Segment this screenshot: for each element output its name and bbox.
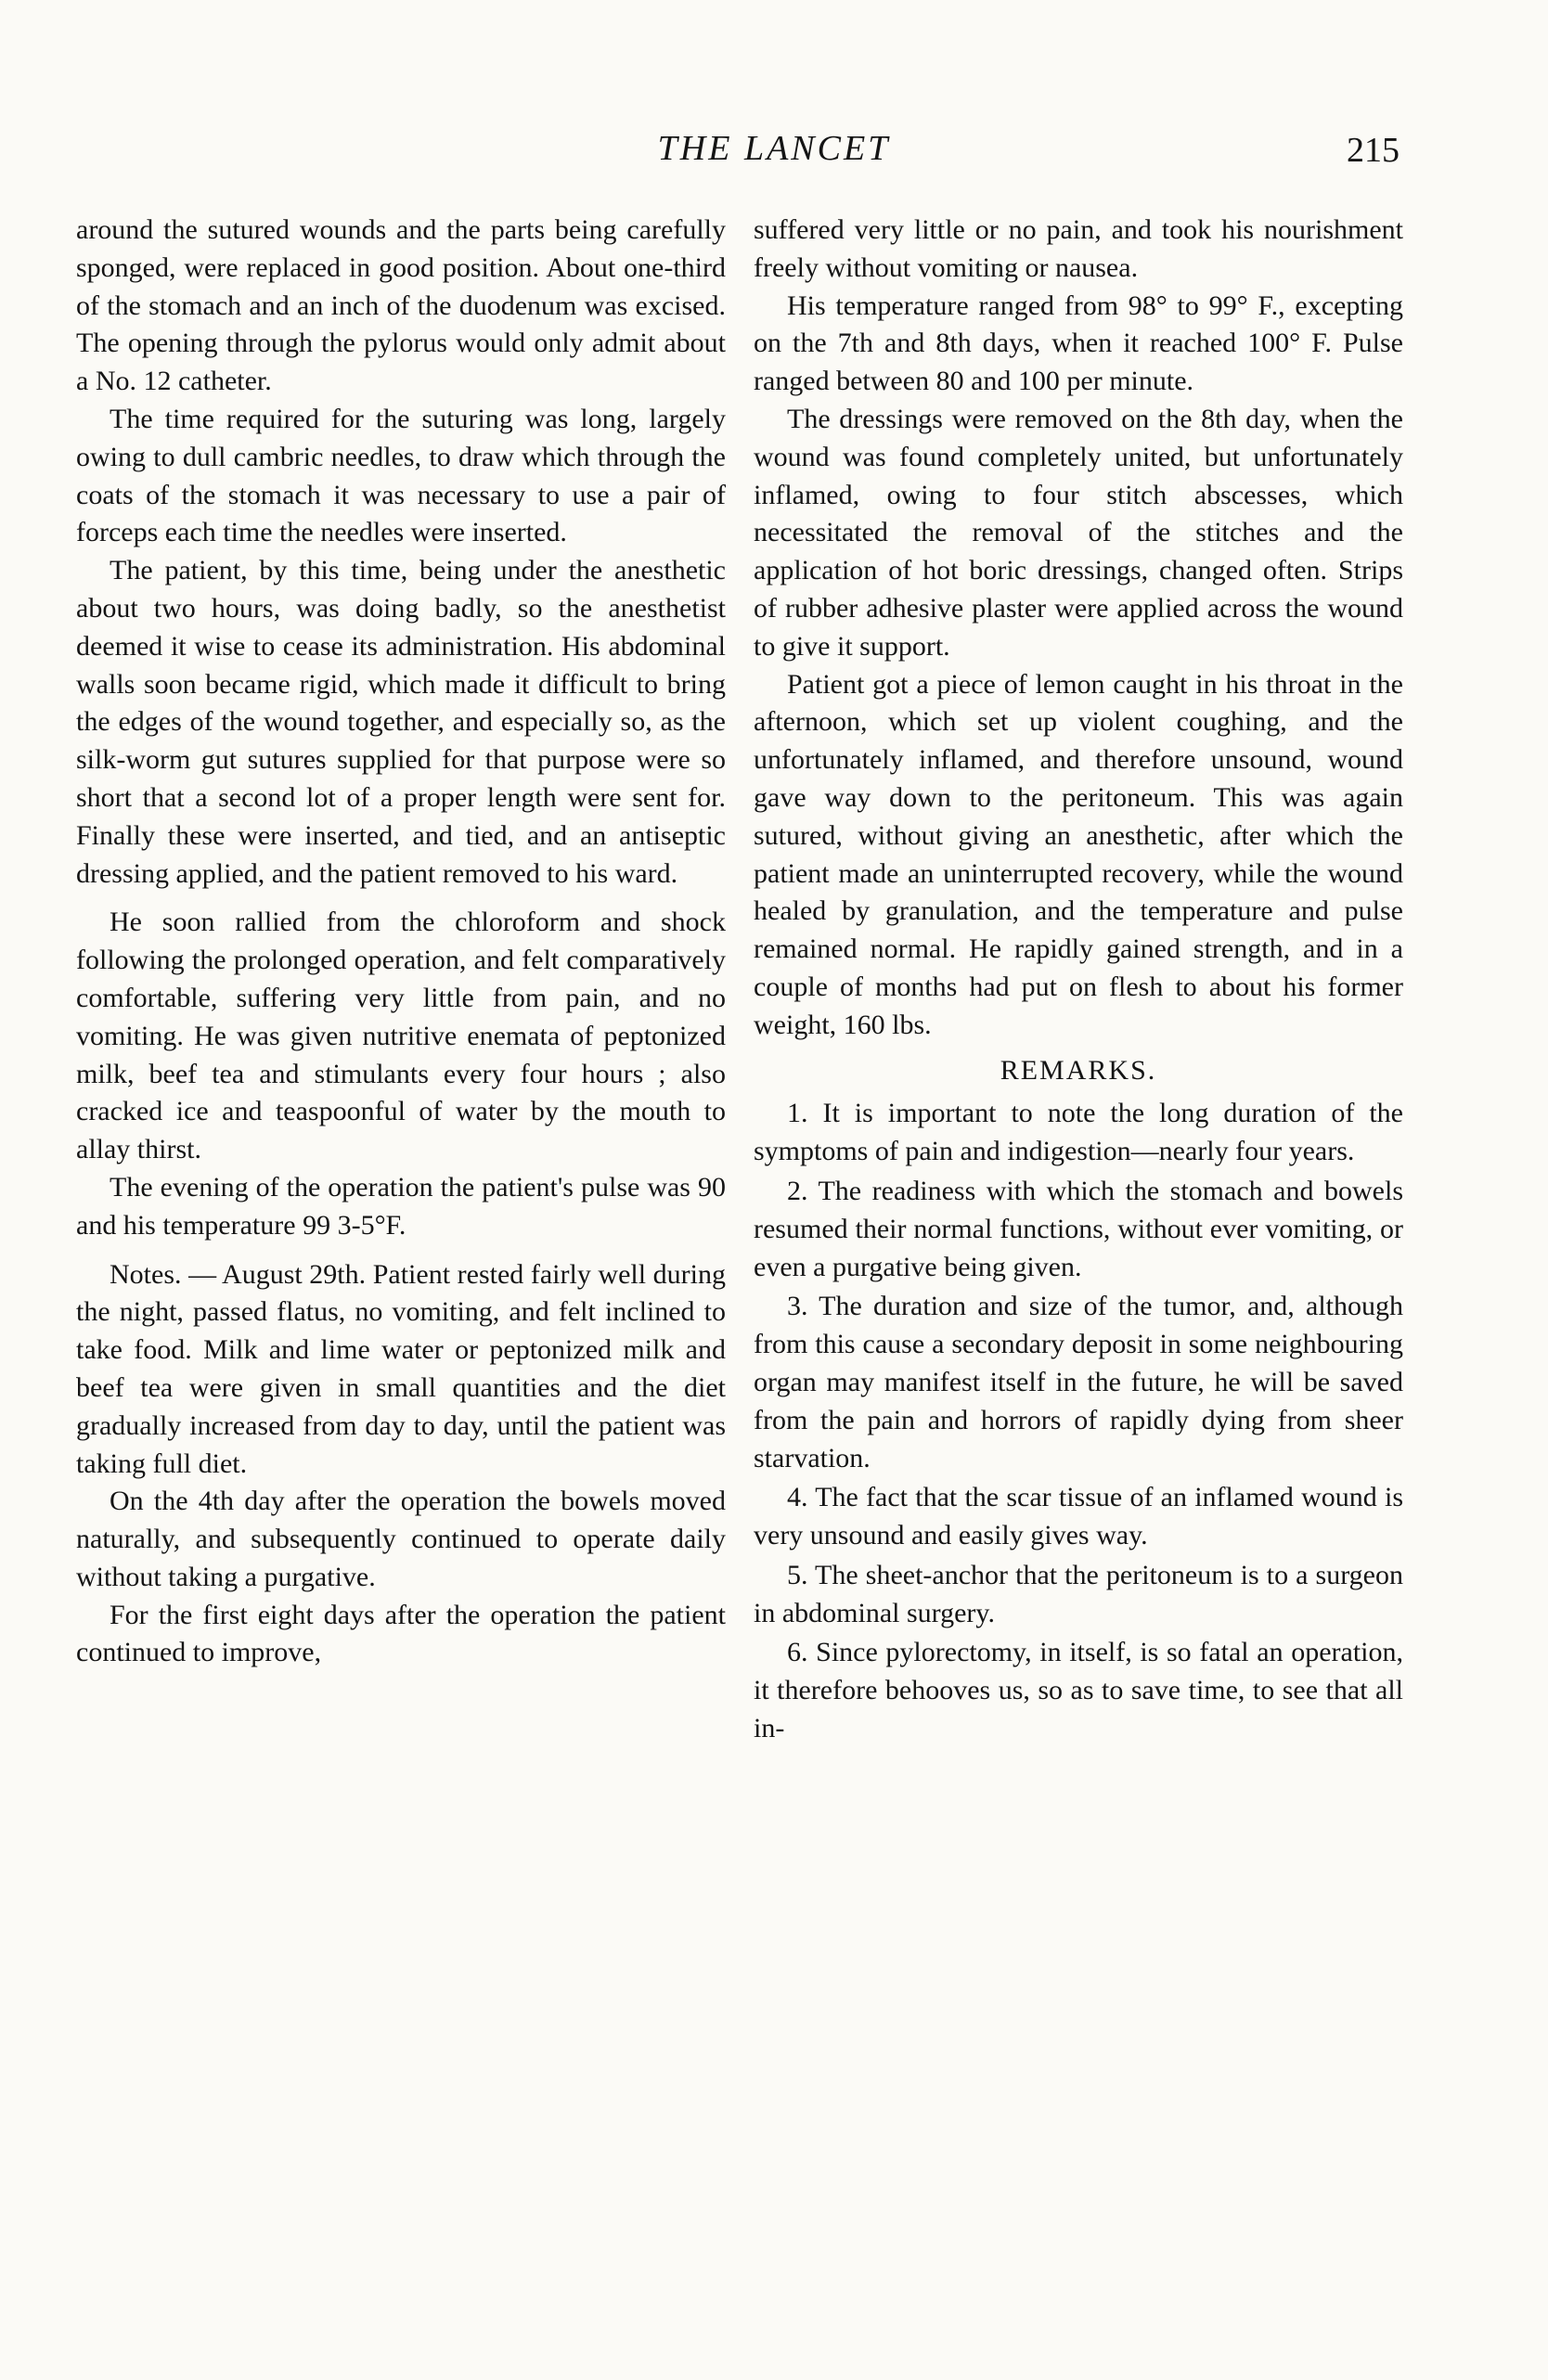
remark-item: 4. The fact that the scar tissue of an inflamed wound is very unsound and easily gives way.	[754, 1482, 1403, 1551]
paragraph: The patient, by this time, being under the anesthetic about two hours, was doing badly, so the anesthetist deemed it wise to cease its administration. His abdominal walls soon became rigid, which made it difficult to bring the edges of the wound together, and especially so, as the silk-worm gut sutures supplied for that purpose were so short that a second lot of a proper length were sent for. Finally these were inserted, and tied, and an antiseptic dressing applied, and the patient removed to his ward.	[76, 555, 726, 889]
page-number: 215	[1347, 131, 1400, 170]
paragraph: suffered very little or no pain, and took his nourishment freely without vomiting or nausea.	[754, 214, 1403, 283]
paragraph: For the first eight days after the operation the patient continued to improve,	[76, 1599, 726, 1668]
paragraph: On the 4th day after the operation the bowels moved naturally, and subsequently continued to operate daily without taking a purgative.	[76, 1486, 726, 1592]
remark-item: 2. The readiness with which the stomach and bowels resumed their normal functions, without ever vomiting, or even a purgative being given.	[754, 1175, 1403, 1282]
paragraph: The time required for the suturing was long, largely owing to dull cambric needles, to draw which through the coats of the stomach it was necessary to use a pair of forceps each time the needles were inserted.	[76, 403, 726, 548]
paragraph: Patient got a piece of lemon caught in his throat in the afternoon, which set up violent coughing, and the unfortunately inflamed, and therefore unsound, wound gave way down to the peritoneum. This was again sutured, without giving an anesthetic, after which the patient made an uninterrupted recovery, while the wound healed by granulation, and the temperature and pulse remained normal. He rapidly gained strength, and in a couple of months had put on flesh to about his former weight, 160 lbs.	[754, 668, 1403, 1040]
right-column	[754, 212, 1403, 1748]
paragraph: Notes. — August 29th. Patient rested fairly well during the night, passed flatus, no vomiting, and felt inclined to take food. Milk and lime water or peptonized milk and beef tea were given in small quantities and the diet gradually increased from day to day, until the patient was taking full diet.	[76, 1258, 726, 1479]
paragraph: The evening of the operation the patient's pulse was 90 and his temperature 99 3-5°F.	[76, 1171, 726, 1241]
remark-item: 1. It is important to note the long duration of the symptoms of pain and indigestion—nearly four years.	[754, 1098, 1403, 1167]
remark-item: 5. The sheet-anchor that the peritoneum is to a surgeon in abdominal surgery.	[754, 1559, 1403, 1628]
paragraph: His temperature ranged from 98° to 99° F., excepting on the 7th and 8th days, when it reached 100° F. Pulse ranged between 80 and 100 per minute.	[754, 289, 1403, 397]
left-column	[76, 212, 726, 1672]
remark-item: 3. The duration and size of the tumor, and, although from this cause a secondary deposit in some neighbouring organ may manifest itself in the future, he will be saved from the pain and horrors of rapidly dying from sheer starvation.	[754, 1291, 1403, 1473]
journal-title: THE LANCET	[657, 129, 891, 168]
remark-item: 6. Since pylorectomy, in itself, is so fatal an operation, it therefore behooves us, so as to save time, to see that all in-	[754, 1637, 1403, 1744]
paragraph: He soon rallied from the chloroform and shock following the prolonged operation, and felt comparatively comfortable, suffering very little from pain, and no vomiting. He was given nutritive enemata of peptonized milk, beef tea and stimulants every four hours ; also cracked ice and teaspoonful of water by the mouth to allay thirst.	[76, 907, 726, 1165]
remarks-heading: REMARKS.	[1000, 1054, 1157, 1086]
paragraph: The dressings were removed on the 8th day, when the wound was found completely united, but unfortunately inflamed, owing to four stitch abscesses, which necessitated the removal of the stitches and the application of hot boric dressings, changed often. Strips of rubber adhesive plaster were applied across the wound to give it support.	[754, 403, 1403, 662]
paragraph: around the sutured wounds and the parts being carefully sponged, were replaced in good position. About one-third of the stomach and an inch of the duodenum was excised. The opening through the pylorus would only admit about a No. 12 catheter.	[76, 214, 726, 397]
running-header	[0, 128, 1548, 174]
